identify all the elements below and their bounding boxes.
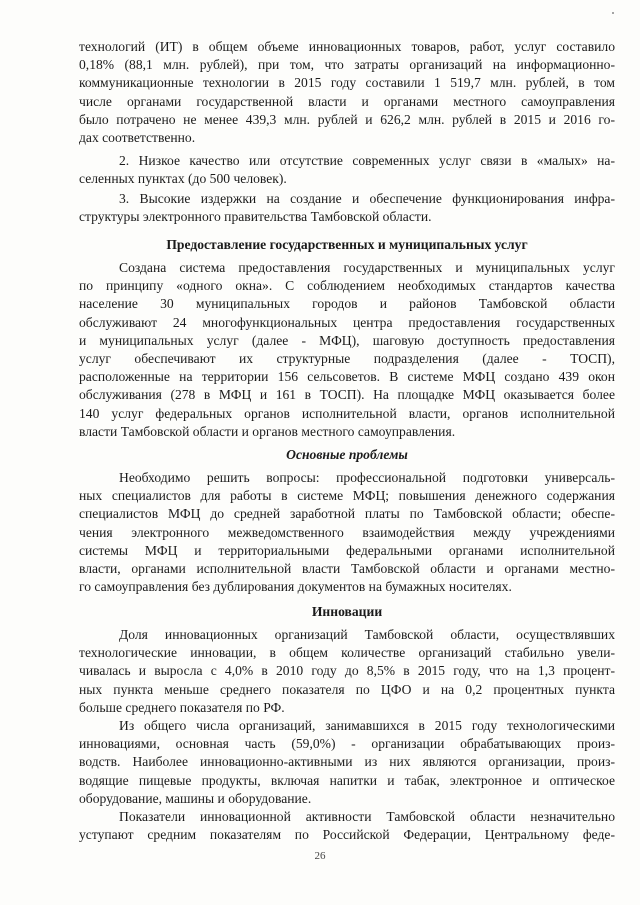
text-line: население 30 муниципальных городов и районов Тамбовской области	[79, 296, 615, 312]
text-line: технологические инновации, в общем количестве организаций стабильно увели-	[79, 645, 615, 661]
text-line: системы МФЦ и территориальными федеральными органами исполнительной	[79, 542, 615, 558]
text-line: 3. Высокие издержки на создание и обеспечение функционирования инфра-	[119, 191, 615, 206]
intro-paragraph	[79, 38, 615, 147]
text-line: оборудование, машины и оборудование.	[79, 790, 312, 806]
text-line: больше среднего показателя по РФ.	[79, 699, 285, 715]
services-paragraph	[79, 259, 615, 441]
text-line: и муниципальных услуг (далее - МФЦ), шаговую доступность предоставления	[79, 332, 615, 348]
list-item-3	[79, 190, 615, 226]
text-line: власти Тамбовской области и органов местного самоуправления.	[79, 423, 456, 439]
text-line: было потрачено не менее 439,3 млн. рублей и 626,2 млн. рублей в 2015 и 2016 го-	[79, 111, 615, 127]
text-line: структуры электронного правительства Тамбовской области.	[79, 209, 432, 225]
innovations-paragraph-2	[79, 717, 615, 808]
text-line: селенных пунктах (до 500 человек).	[79, 171, 287, 187]
text-line: чивалась и выросла с 4,0% в 2010 году до 8,5% в 2015 году, что на 1,3 процент-	[79, 663, 615, 679]
text-line: чения электронного межведомственного взаимодействия между учреждениями	[79, 524, 615, 540]
text-line: обслуживают 24 многофункциональных центра предоставления государственных	[79, 314, 615, 330]
text-line: Доля инновационных организаций Тамбовской области, осуществлявших	[119, 627, 615, 642]
text-line: 2. Низкое качество или отсутствие современных услуг связи в «малых» на-	[119, 153, 615, 168]
section-title-problems: Основные проблемы	[286, 447, 408, 462]
text-line: ных специалистов для работы в системе МФЦ; повышения денежного содержания	[79, 488, 615, 504]
text-line: 0,18% (88,1 млн. рублей), при том, что затраты организаций на информационно-	[79, 57, 615, 73]
section-title-innovations: Инновации	[311, 604, 383, 619]
text-line: водств. Наиболее инновационно-активными из них являются организации, произ-	[79, 754, 615, 770]
text-line: расположенные на территории 156 сельсоветов. В системе МФЦ создано 439 окон	[79, 369, 615, 385]
text-line: го самоуправления без дублирования документов на бумажных носителях.	[79, 579, 512, 595]
list-item-2	[79, 152, 615, 188]
text-line: Создана система предоставления государственных и муниципальных услуг	[119, 260, 615, 275]
text-line: инновациями, основная часть (59,0%) - организации обрабатывающих произ-	[79, 736, 615, 752]
text-line: специалистов МФЦ до средней заработной платы по Тамбовской области; обеспе-	[79, 506, 615, 522]
scan-speck	[612, 12, 614, 14]
text-line: технологий (ИТ) в общем объеме инновационных товаров, работ, услуг составило	[79, 39, 615, 54]
innovations-paragraph-1	[79, 626, 615, 717]
section-title-services: Предоставление государственных и муниципальных услуг	[166, 237, 528, 252]
text-line: коммуникационные технологии в 2015 году составили 1 519,7 млн. рублей, в том	[79, 75, 615, 91]
text-line: Необходимо решить вопросы: профессиональной подготовки универсаль-	[119, 470, 615, 485]
problems-paragraph	[79, 469, 615, 596]
text-line: по принципу «одного окна». С соблюдением необходимых стандартов качества	[79, 278, 615, 294]
text-line: водящие пищевые продукты, включая напитки и табак, электронное и оптическое	[79, 772, 615, 788]
text-line: услуг обеспечивают их структурные подразделения (далее - ТОСП),	[79, 351, 615, 367]
text-line: Из общего числа организаций, занимавшихся в 2015 году технологическими	[119, 718, 615, 733]
text-line: Показатели инновационной активности Тамбовской области незначительно	[119, 809, 615, 824]
text-line: 140 услуг федеральных органов исполнительной власти, органов исполнительной	[79, 405, 615, 421]
text-line: власти, органами исполнительной власти Тамбовской области и органами местно-	[79, 561, 615, 577]
text-line: числе органами государственной власти и органами местного самоуправления	[79, 93, 615, 109]
innovations-paragraph-3	[79, 808, 615, 844]
text-line: ных пункта меньше среднего показателя по ЦФО и на 0,2 процентных пункта	[79, 681, 615, 697]
text-line: уступают средним показателям по Российской Федерации, Центральному феде-	[79, 827, 615, 843]
page-number: 26	[314, 850, 326, 862]
text-line: обслуживания (278 в МФЦ и 161 в ТОСП). На площадке МФЦ оказывается более	[79, 387, 615, 403]
text-line: дах соответственно.	[79, 130, 196, 146]
